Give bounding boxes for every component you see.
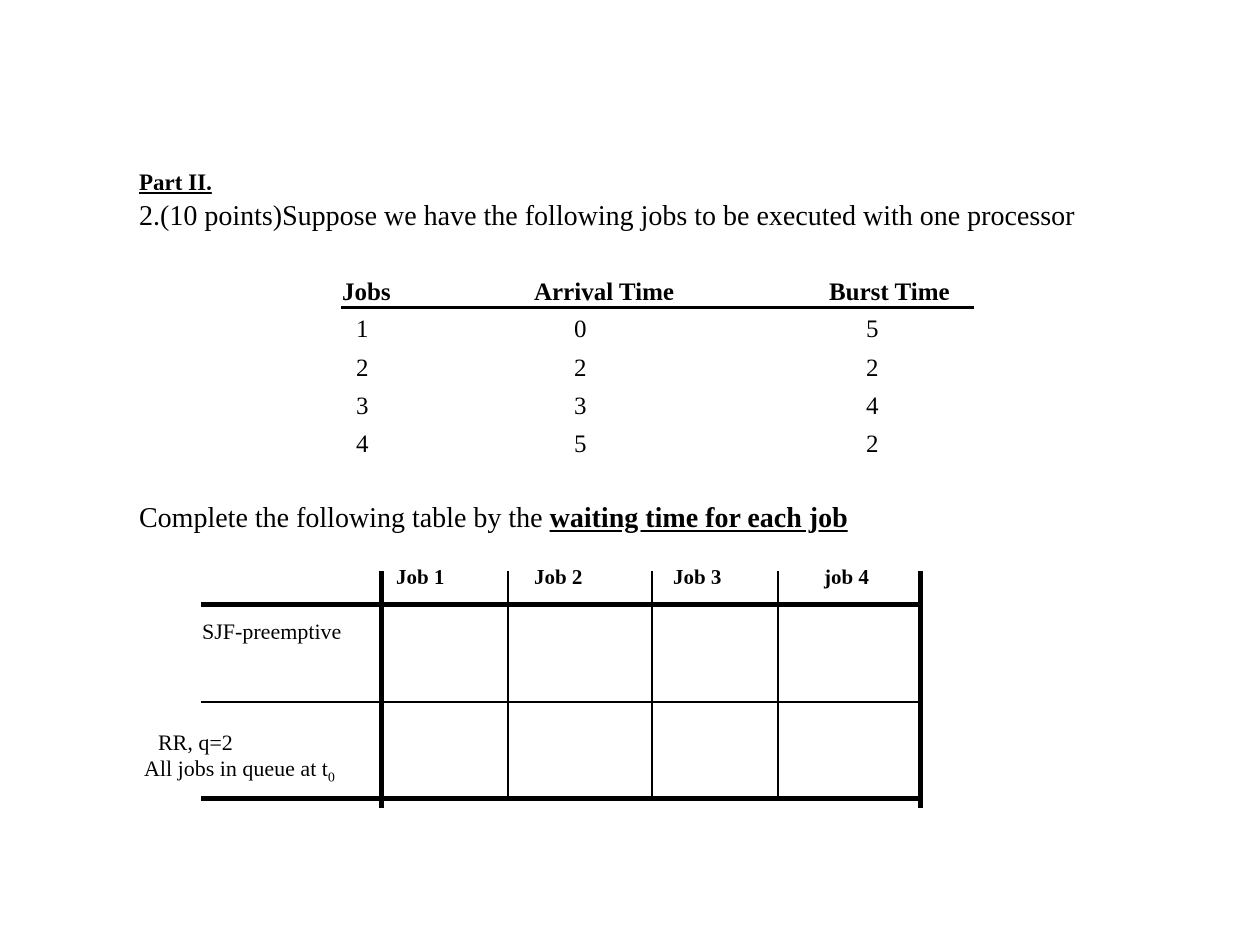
answer-cell-rr-job4[interactable] bbox=[779, 703, 918, 796]
job-id: 1 bbox=[356, 316, 369, 343]
arrival-time: 0 bbox=[574, 316, 587, 343]
col-header-job1: Job 1 bbox=[396, 565, 445, 589]
question-text: 2.(10 points)Suppose we have the following jobs to be executed with one processor bbox=[139, 201, 1075, 232]
job-id: 4 bbox=[356, 431, 369, 458]
instruction-text bbox=[139, 503, 848, 535]
col-header-job2: Job 2 bbox=[534, 565, 583, 589]
arrival-time: 3 bbox=[574, 393, 587, 420]
part-heading: Part II. bbox=[139, 170, 212, 195]
burst-time: 2 bbox=[866, 431, 879, 458]
job-id: 2 bbox=[356, 355, 369, 382]
answer-cell-rr-job2[interactable] bbox=[509, 703, 651, 796]
header-rule bbox=[341, 306, 974, 309]
answer-cell-rr-job3[interactable] bbox=[653, 703, 777, 796]
job-id: 3 bbox=[356, 393, 369, 420]
col-header-jobs: Jobs bbox=[342, 279, 391, 306]
col-header-arrival: Arrival Time bbox=[534, 279, 675, 306]
row-label-rr: RR, q=2 bbox=[158, 730, 233, 755]
table-rule-right bbox=[918, 571, 923, 808]
answer-cell-rr-job1[interactable] bbox=[384, 703, 507, 796]
answer-cell-sjf-job3[interactable] bbox=[653, 607, 777, 701]
col-header-job4: job 4 bbox=[824, 565, 869, 589]
arrival-time: 5 bbox=[574, 431, 587, 458]
col-header-job3: Job 3 bbox=[673, 565, 722, 589]
burst-time: 5 bbox=[866, 316, 879, 343]
instruction-prefix: Complete the following table by the bbox=[139, 503, 550, 534]
row-label-sjf: SJF-preemptive bbox=[202, 619, 342, 644]
rr-note-text: All jobs in queue at t bbox=[144, 756, 328, 781]
answer-cell-sjf-job2[interactable] bbox=[509, 607, 651, 701]
col-header-burst: Burst Time bbox=[829, 279, 950, 306]
table-rule-bottom bbox=[201, 796, 923, 801]
arrival-time: 2 bbox=[574, 355, 587, 382]
burst-time: 2 bbox=[866, 355, 879, 382]
row-label-rr-note bbox=[144, 756, 335, 786]
burst-time: 4 bbox=[866, 393, 879, 420]
answer-cell-sjf-job1[interactable] bbox=[384, 607, 507, 701]
instruction-emphasis: waiting time for each job bbox=[549, 503, 848, 534]
answer-cell-sjf-job4[interactable] bbox=[779, 607, 918, 701]
rr-note-subscript: 0 bbox=[327, 770, 335, 786]
